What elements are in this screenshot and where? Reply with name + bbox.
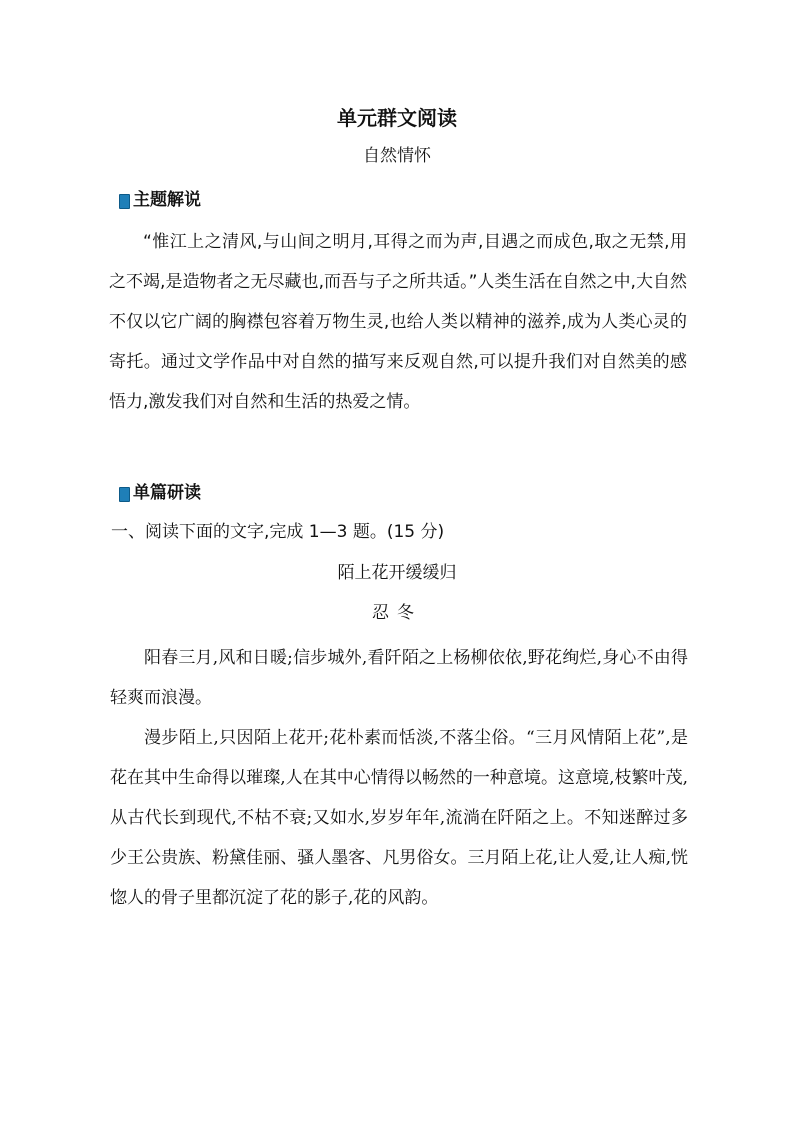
essay-body — [110, 638, 688, 918]
book-icon — [119, 487, 130, 502]
section-heading-reading — [119, 481, 201, 505]
essay-paragraph: 漫步陌上,只因陌上花开;花朴素而恬淡,不落尘俗。“三月风情陌上花”,是花在其中生命得以璀璨,人在其中心情得以畅然的一种意境。这意境,枝繁叶茂,从古代长到现代,不枯不衰;又如水,岁岁年年,流淌在阡陌之上。不知迷醉过多少王公贵族、粉黛佳丽、骚人墨客、凡男俗女。三月陌上花,让人爱,让人痴,恍惚人的骨子里都沉淀了花的影子,花的风韵。 — [110, 728, 688, 908]
section-heading-label: 主题解说 — [133, 190, 201, 210]
question-prompt: 一、阅读下面的文字,完成 1—3 题。(15 分) — [111, 522, 445, 542]
essay-title: 陌上花开缓缓归 — [337, 563, 457, 583]
theme-explanation — [109, 222, 687, 422]
page-subtitle: 自然情怀 — [363, 146, 431, 166]
section-heading-label: 单篇研读 — [133, 483, 201, 503]
theme-paragraph: “惟江上之清风,与山间之明月,耳得之而为声,目遇之而成色,取之无禁,用之不竭,是造物者之无尽藏也,而吾与子之所共适。”人类生活在自然之中,大自然不仅以它广阔的胸襟包容着万物生灵,也给人类以精神的滋养,成为人类心灵的寄托。通过文学作品中对自然的描写来反观自然,可以提升我们对自然美的感悟力,激发我们对自然和生活的热爱之情。 — [109, 232, 687, 412]
essay-paragraph: 阳春三月,风和日暖;信步城外,看阡陌之上杨柳依依,野花绚烂,身心不由得轻爽而浪漫。 — [110, 648, 688, 708]
book-icon — [119, 194, 130, 209]
section-heading-theme — [119, 188, 201, 212]
essay-author: 忍冬 — [372, 603, 422, 623]
page-title: 单元群文阅读 — [337, 106, 457, 130]
